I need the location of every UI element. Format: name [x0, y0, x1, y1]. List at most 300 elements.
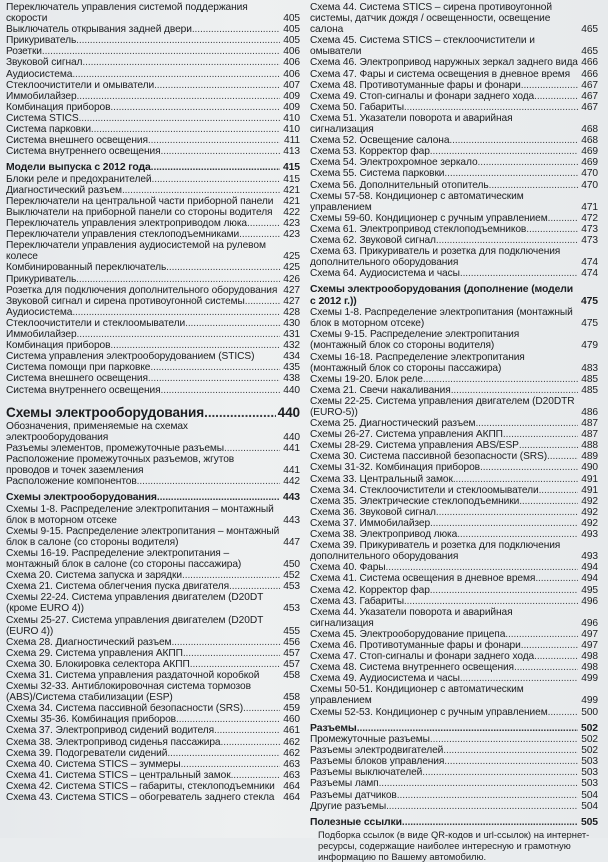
toc-page-number: 409	[283, 90, 300, 102]
toc-entry-title: Обозначения, применяемые на схемах электрооборудования	[6, 420, 188, 443]
toc-entry[interactable]	[310, 191, 598, 213]
toc-page-number: 496	[581, 595, 598, 607]
toc-entry-title: Аудиосистема .....	[6, 307, 280, 318]
toc-entry-title: Схема 38. Электропривод люка .....	[310, 529, 578, 540]
toc-page-number: 406	[283, 57, 300, 69]
toc-entry[interactable]	[310, 529, 598, 540]
toc-page-number: 504	[581, 789, 598, 801]
toc-page-number: 406	[283, 68, 300, 80]
toc-entry-title: Схема 50. Габариты .....	[310, 102, 578, 113]
toc-entry[interactable]	[6, 174, 300, 185]
toc-page-number: 470	[581, 168, 598, 180]
toc-entry-title: Система внутреннего освещения .....	[6, 385, 280, 396]
toc-entry-title: Схема 31. Система управления раздаточной коробкой	[6, 669, 260, 681]
toc-entry-title: Схема 36. Звуковой сигнал .....	[310, 507, 578, 518]
toc-page-number: 489	[581, 451, 598, 463]
toc-entry-title: Схемы электрооборудования .....	[6, 492, 280, 503]
toc-page-number: 440	[277, 404, 300, 420]
toc-entry[interactable]	[6, 373, 300, 384]
toc-entry[interactable]	[6, 681, 300, 703]
toc-page-number: 469	[581, 146, 598, 158]
toc-page-number: 405	[283, 13, 300, 25]
toc-entry[interactable]	[310, 474, 598, 485]
toc-entry[interactable]	[6, 80, 300, 91]
toc-entry-title: Переключатель управления электроприводом люка .....	[6, 218, 280, 229]
toc-page-number: 452	[283, 570, 300, 582]
toc-entry-title: Схемы 57-58. Кондиционер с автоматическим управлением	[310, 190, 524, 213]
toc-entry[interactable]	[310, 224, 598, 235]
toc-page-number: 406	[283, 46, 300, 58]
toc-entry-title: Диагностический разъем .....	[6, 185, 280, 196]
toc-entry-title: Схема 43. Габариты .....	[310, 596, 578, 607]
toc-entry[interactable]	[6, 725, 300, 736]
toc-entry-title: Схемы 25-27. Система управления двигателем (D20DT (EURO 4))	[6, 614, 264, 637]
toc-entry[interactable]	[6, 670, 300, 681]
toc-page-number: 498	[581, 662, 598, 674]
toc-page-number: 492	[581, 506, 598, 518]
toc-entry[interactable]	[310, 462, 598, 473]
toc-entry-title: Схема 33. Центральный замок .....	[310, 474, 578, 485]
toc-entry-title: Схема 34. Стеклоочистители и стеклоомыватели .....	[310, 485, 578, 496]
toc-entry[interactable]	[310, 734, 598, 745]
toc-entry-title: Схема 45. Система STICS – стеклоочистители и омыватели	[310, 35, 535, 58]
toc-entry-title: Схема 49. Стоп-сигналы и фонари заднего хода .....	[310, 91, 578, 102]
toc-entry-title: Схема 61. Электропривод стеклоподъемников .....	[310, 224, 578, 235]
toc-entry-title: Схема 63. Прикуриватель и розетка для подключения дополнительного оборудования	[310, 246, 561, 269]
toc-page-number: 495	[581, 584, 598, 596]
toc-entry[interactable]	[310, 69, 598, 80]
toc-page-number: 421	[283, 195, 300, 207]
toc-page-number: 425	[283, 251, 300, 263]
toc-entry[interactable]	[310, 329, 598, 351]
toc-entry[interactable]	[6, 581, 300, 592]
toc-page-number: 487	[581, 418, 598, 430]
toc-entry[interactable]	[6, 69, 300, 80]
toc-page-number: 453	[283, 603, 300, 615]
toc-entry[interactable]	[310, 778, 598, 789]
toc-entry[interactable]	[6, 274, 300, 285]
toc-entry[interactable]	[310, 562, 598, 573]
toc-entry[interactable]	[310, 756, 598, 767]
toc-page-number: 441	[283, 464, 300, 476]
toc-entry-title: Схема 56. Дополнительный отопитель .....	[310, 180, 578, 191]
toc-entry[interactable]	[310, 629, 598, 640]
toc-entry[interactable]	[6, 102, 300, 113]
toc-entry[interactable]	[310, 745, 598, 756]
toc-page-number: 502	[581, 734, 598, 746]
toc-entry[interactable]	[310, 585, 598, 596]
toc-entry-title: Схема 38. Электропривод сиденья пассажира .....	[6, 737, 280, 748]
toc-page-number: 496	[581, 617, 598, 629]
toc-entry-title: Другие разъемы .....	[310, 801, 578, 812]
toc-entry-title: Система помощи при парковке .....	[6, 362, 280, 373]
toc-entry-title: Схема 35. Электрические стеклоподъемники .....	[310, 496, 578, 507]
toc-entry-title: Схемы 22-24. Система управления двигателем (D20DT (кроме EURO 4))	[6, 592, 264, 615]
toc-page-number: 458	[283, 692, 300, 704]
toc-entry[interactable]	[310, 596, 598, 607]
toc-entry[interactable]	[310, 113, 598, 135]
toc-entry[interactable]	[310, 640, 598, 651]
toc-entry[interactable]	[6, 592, 300, 614]
toc-page-number: 457	[283, 658, 300, 670]
toc-entry[interactable]	[310, 91, 598, 102]
toc-entry-title: Схема 47. Стоп-сигналы и фонари заднего хода .....	[310, 651, 578, 662]
toc-entry-title: Розетки .....	[6, 46, 280, 57]
toc-entry[interactable]	[6, 615, 300, 637]
toc-heading[interactable]	[310, 817, 598, 828]
toc-page-number: 450	[283, 559, 300, 571]
toc-entry-title: Схемы 32-33. Антиблокировочная система тормозов (ABS)/Система стабилизации (ESP)	[6, 681, 251, 704]
toc-entry[interactable]	[6, 240, 300, 262]
toc-page-number: 431	[283, 329, 300, 341]
toc-entry[interactable]	[310, 496, 598, 507]
toc-entry-title: Схема 42. Система STICS – габариты, стеклоподъемники	[6, 780, 275, 792]
toc-entry[interactable]	[6, 146, 300, 157]
toc-entry[interactable]	[6, 262, 300, 273]
toc-entry[interactable]	[6, 229, 300, 240]
toc-entry[interactable]	[6, 637, 300, 648]
toc-entry-title: Схема 45. Электрооборудование прицепа .....	[310, 629, 578, 640]
toc-heading[interactable]	[6, 492, 300, 503]
toc-note: Подборка ссылок (в виде QR-кодов и url-ссылок) на интернет-ресурсы, содержащие наиболее интересную и грамотную информацию по Вашему автомобилю.	[318, 829, 590, 862]
toc-page-number: 458	[283, 669, 300, 681]
toc-entry-title: Стеклоочистители и стеклоомыватели .....	[6, 318, 280, 329]
toc-entry-title: Система управления электрооборудованием (STICS)	[6, 351, 255, 363]
toc-page-number: 411	[284, 135, 300, 147]
toc-page-number: 468	[581, 124, 598, 136]
toc-page-number: 503	[581, 778, 598, 790]
toc-page-number: 410	[283, 124, 300, 136]
toc-page-number: 421	[283, 184, 300, 196]
toc-entry[interactable]	[310, 57, 598, 68]
toc-entry[interactable]	[310, 651, 598, 662]
toc-entry-title: Схемы 1-8. Распределение электропитания – монтажный блок в моторном отсеке	[6, 503, 274, 526]
toc-entry[interactable]	[6, 46, 300, 57]
toc-page-number: 432	[283, 340, 300, 352]
toc-page-number: 493	[581, 529, 598, 541]
toc-entry[interactable]	[6, 57, 300, 68]
toc-entry[interactable]	[6, 124, 300, 135]
toc-entry[interactable]	[310, 573, 598, 584]
toc-column-left	[6, 2, 300, 803]
toc-entry[interactable]	[6, 781, 300, 792]
toc-column-right	[310, 2, 598, 862]
toc-entry-title: Схема 52. Освещение салона .....	[310, 135, 578, 146]
toc-entry[interactable]	[310, 607, 598, 629]
toc-entry[interactable]	[6, 24, 300, 35]
toc-page-number: 457	[283, 647, 300, 659]
toc-entry[interactable]	[310, 235, 598, 246]
toc-page-number: 465	[581, 24, 598, 36]
toc-entry[interactable]	[310, 2, 598, 35]
toc-page-number: 485	[581, 384, 598, 396]
toc-entry-title: Блоки реле и предохранителей .....	[6, 174, 280, 185]
toc-entry-title: Разъемы выключателей .....	[310, 767, 578, 778]
toc-page-number: 503	[581, 756, 598, 768]
toc-entry-title: Схема 37. Электропривод сидений водителя .....	[6, 725, 280, 736]
toc-entry[interactable]	[6, 748, 300, 759]
toc-entry[interactable]	[310, 418, 598, 429]
toc-page-number: 435	[283, 362, 300, 374]
toc-entry[interactable]	[310, 352, 598, 374]
toc-entry[interactable]	[6, 318, 300, 329]
toc-entry-title: Схема 44. Система STICS – сирена противоугонной системы, датчик дождя / освещенности, освещение салона	[310, 2, 552, 36]
toc-entry[interactable]	[6, 703, 300, 714]
toc-page-number: 447	[283, 536, 300, 548]
toc-entry[interactable]	[310, 135, 598, 146]
toc-entry[interactable]	[6, 113, 300, 124]
toc-page-number: 486	[581, 407, 598, 418]
toc-entry-title: Расположение компонентов .....	[6, 476, 280, 487]
toc-entry-title: Схемы 26-27. Система управления АКПП .....	[310, 429, 578, 440]
toc-page-number: 487	[581, 429, 598, 441]
toc-entry[interactable]	[6, 135, 300, 146]
toc-entry[interactable]	[310, 451, 598, 462]
toc-entry[interactable]	[310, 767, 598, 778]
toc-entry[interactable]	[6, 296, 300, 307]
toc-entry[interactable]	[6, 351, 300, 362]
toc-page-number: 410	[283, 112, 300, 124]
toc-page-number: 442	[283, 476, 300, 488]
toc-entry-title: Схема 40. Система STICS – зуммеры .....	[6, 759, 280, 770]
toc-entry[interactable]	[310, 801, 598, 812]
toc-entry[interactable]	[310, 440, 598, 451]
toc-entry[interactable]	[310, 518, 598, 529]
toc-entry[interactable]	[310, 180, 598, 191]
toc-entry-title: Схема 20. Система запуска и зарядки .....	[6, 570, 280, 581]
toc-entry-title: Расположение промежуточных разъемов, жгутов проводов и точек заземления	[6, 453, 235, 476]
toc-entry[interactable]	[6, 421, 300, 443]
toc-entry-title: Переключатели на центральной части приборной панели	[6, 195, 274, 207]
toc-entry-title: Переключатели управления аудиосистемой на рулевом колесе	[6, 240, 266, 263]
toc-entry-title: Схемы 19-20. Блок реле .....	[310, 374, 578, 385]
toc-entry-title: Система парковки .....	[6, 124, 280, 135]
toc-entry[interactable]	[310, 790, 598, 801]
toc-entry-title: Схемы 16-18. Распределение электропитания (монтажный блок со стороны пассажира)	[310, 351, 525, 374]
toc-entry[interactable]	[310, 146, 598, 157]
toc-page-number: 494	[581, 562, 598, 574]
toc-entry[interactable]	[310, 307, 598, 329]
toc-entry-title: Комбинированный переключатель .....	[6, 262, 280, 273]
toc-entry-title: Схема 55. Система парковки .....	[310, 168, 578, 179]
toc-page-number: 468	[581, 135, 598, 147]
toc-page-number: 491	[581, 473, 598, 485]
toc-entry-title: Схема 54. Электрохромное зеркало .....	[310, 157, 578, 168]
toc-entry[interactable]	[6, 91, 300, 102]
toc-entry-title: Схема 21. Система облегчения пуска двигателя .....	[6, 581, 280, 592]
toc-entry[interactable]	[6, 526, 300, 548]
toc-page-number: 405	[283, 24, 300, 36]
toc-entry[interactable]	[310, 80, 598, 91]
toc-entry-title: Модели выпуска с 2012 года .....	[6, 162, 280, 173]
toc-entry[interactable]	[6, 737, 300, 748]
toc-entry[interactable]	[6, 648, 300, 659]
toc-entry[interactable]	[310, 540, 598, 562]
toc-entry[interactable]	[310, 374, 598, 385]
toc-page-number: 473	[581, 234, 598, 246]
toc-entry[interactable]	[310, 268, 598, 279]
toc-entry[interactable]	[6, 443, 300, 454]
toc-entry[interactable]	[310, 246, 598, 268]
toc-entry-title: Схема 28. Диагностический разъем .....	[6, 637, 280, 648]
toc-entry[interactable]	[6, 385, 300, 396]
toc-entry[interactable]	[6, 454, 300, 476]
toc-page-number: 469	[581, 157, 598, 169]
toc-entry-title: Схема 47. Фары и система освещения в дневное время	[310, 68, 571, 80]
toc-entry[interactable]	[310, 507, 598, 518]
toc-entry[interactable]	[6, 207, 300, 218]
toc-page-number: 459	[283, 703, 300, 715]
toc-entry[interactable]	[6, 792, 300, 803]
toc-page-number: 453	[283, 581, 300, 593]
toc-page-number: 485	[581, 373, 598, 385]
toc-entry-title: Схема 42. Корректор фар .....	[310, 585, 578, 596]
toc-entry-title: Разъемы .....	[310, 723, 578, 734]
toc-page-number: 415	[283, 173, 300, 185]
toc-entry-title: Схемы 50-51. Кондиционер с автоматическим управлением	[310, 684, 524, 707]
toc-page-number: 438	[283, 373, 300, 385]
toc-page-number: 504	[581, 800, 598, 812]
toc-entry-title: Разъемы датчиков .....	[310, 790, 578, 801]
toc-entry[interactable]	[6, 548, 300, 570]
toc-page-number: 483	[581, 362, 598, 374]
toc-page-number: 491	[581, 484, 598, 496]
toc-heading[interactable]	[310, 723, 598, 734]
toc-entry[interactable]	[6, 759, 300, 770]
toc-entry-title: Розетка для подключения дополнительного оборудования	[6, 284, 278, 296]
toc-entry[interactable]	[6, 2, 300, 24]
toc-entry[interactable]	[310, 35, 598, 57]
toc-entry-title: Схема 46. Противотуманные фары и фонари .....	[310, 640, 578, 651]
toc-page-number: 467	[581, 101, 598, 113]
toc-page-number: 464	[283, 792, 300, 803]
toc-page-number: 463	[283, 769, 300, 781]
toc-entry-title: Стеклоочистители и омыватели .....	[6, 80, 280, 91]
toc-entry[interactable]	[6, 35, 300, 46]
toc-page-number: 502	[580, 722, 598, 734]
toc-page-number: 503	[581, 767, 598, 779]
toc-page-number: 464	[283, 780, 300, 792]
toc-page-number: 407	[283, 79, 300, 91]
toc-entry-title: Схема 40. Фары .....	[310, 562, 578, 573]
toc-entry[interactable]	[6, 659, 300, 670]
section-title[interactable]	[6, 405, 300, 421]
toc-heading[interactable]	[6, 162, 300, 173]
toc-entry[interactable]	[6, 570, 300, 581]
toc-entry-title: Схемы 1-8. Распределение электропитания (монтажный блок в моторном отсеке)	[310, 307, 573, 330]
toc-page-number: 428	[283, 306, 300, 318]
toc-entry[interactable]	[6, 504, 300, 526]
toc-entry[interactable]	[6, 329, 300, 340]
toc-entry-title: Схема 25. Диагностический разъем .....	[310, 418, 578, 429]
toc-entry[interactable]	[310, 385, 598, 396]
toc-entry[interactable]	[6, 714, 300, 725]
toc-page-number: 499	[581, 695, 598, 707]
toc-page-number: 470	[581, 179, 598, 191]
toc-entry[interactable]	[310, 662, 598, 673]
toc-page-number: 455	[283, 625, 300, 637]
toc-entry[interactable]	[310, 429, 598, 440]
toc-entry[interactable]	[310, 673, 598, 684]
toc-page-number: 475	[581, 318, 598, 330]
toc-entry[interactable]	[310, 707, 598, 718]
toc-entry-title: Полезные ссылки .....	[310, 817, 578, 828]
toc-entry[interactable]	[310, 396, 598, 418]
toc-entry-title: Схема 37. Иммобилайзер .....	[310, 518, 578, 529]
toc-entry[interactable]	[310, 168, 598, 179]
toc-entry[interactable]	[6, 196, 300, 207]
toc-page-number: 493	[581, 551, 598, 563]
toc-page-number: 462	[283, 736, 300, 748]
toc-page-number: 423	[283, 229, 300, 241]
toc-page-number: 430	[283, 317, 300, 329]
toc-page-number: 427	[283, 284, 300, 296]
toc-entry[interactable]	[6, 340, 300, 351]
toc-entry-title: Схема 39. Прикуриватель и розетка для подключения дополнительного оборудования	[310, 540, 561, 563]
toc-entry[interactable]	[310, 485, 598, 496]
toc-page-number: 475	[580, 295, 598, 307]
toc-entry-title: Схема 51. Указатели поворота и аварийная сигнализация	[310, 112, 513, 136]
toc-entry[interactable]	[6, 476, 300, 487]
toc-entry[interactable]	[6, 285, 300, 296]
toc-entry-title: Разъемы электродвигателей .....	[310, 745, 578, 756]
toc-entry-title: Промежуточные разъемы .....	[310, 734, 578, 745]
toc-entry-title: Схема 48. Система внутреннего освещения .....	[310, 662, 578, 673]
toc-entry-title: Схема 64. Аудиосистема и часы .....	[310, 268, 578, 279]
toc-entry[interactable]	[310, 157, 598, 168]
toc-page-number: 423	[283, 218, 300, 230]
toc-entry[interactable]	[310, 213, 598, 224]
toc-page-number: 443	[283, 514, 300, 526]
toc-entry-title: Выключатели на приборной панели со стороны водителя	[6, 207, 273, 218]
toc-entry-title: Схемы 16-19. Распределение электропитания – монтажный блок в салоне (со стороны пассажира)	[6, 547, 242, 571]
toc-page-number: 471	[581, 201, 598, 213]
toc-page-number: 462	[283, 747, 300, 759]
toc-entry[interactable]	[6, 362, 300, 373]
toc-entry-title: Система STICS .....	[6, 113, 280, 124]
toc-entry-title: Схема 39. Подогреватели сидений .....	[6, 748, 280, 759]
toc-page-number: 405	[283, 35, 300, 47]
toc-page-number: 473	[581, 223, 598, 235]
toc-page-number: 440	[283, 431, 300, 443]
toc-entry-title: Переключатели управления стеклоподъемниками .....	[6, 229, 280, 240]
toc-entry[interactable]	[6, 307, 300, 318]
toc-page-number: 490	[581, 462, 598, 474]
toc-entry-title: Схема 30. Система пассивной безопасности (SRS) .....	[310, 451, 578, 462]
toc-entry-title: Звуковой сигнал .....	[6, 57, 280, 68]
toc-entry-title: Схема 29. Система управления АКПП .....	[6, 648, 280, 659]
toc-entry-title: Схема 43. Система STICS – обогреватель заднего стекла	[6, 792, 275, 803]
toc-page-number: 415	[282, 162, 300, 174]
toc-entry-title: Схемы 35-36. Комбинация приборов .....	[6, 714, 280, 725]
toc-entry[interactable]	[310, 684, 598, 706]
toc-entry-title: Схемы 9-15. Распределение электропитания (монтажный блок со стороны водителя)	[310, 329, 520, 352]
toc-entry-title: Прикуриватель .....	[6, 274, 280, 285]
toc-entry-title: Схема 34. Система пассивной безопасности (SRS) .....	[6, 703, 280, 714]
toc-entry[interactable]	[6, 218, 300, 229]
toc-page-number: 500	[581, 706, 598, 718]
toc-page-number: 467	[581, 79, 598, 91]
toc-heading[interactable]	[310, 284, 598, 307]
toc-page-number: 479	[581, 340, 598, 352]
toc-page-number: 499	[581, 673, 598, 685]
toc-entry[interactable]	[6, 185, 300, 196]
toc-page-number: 472	[581, 212, 598, 224]
toc-entry[interactable]	[6, 770, 300, 781]
toc-page-number: 474	[581, 268, 598, 280]
toc-entry[interactable]	[310, 102, 598, 113]
toc-entry-title: Разъемы элементов, промежуточные разъемы .....	[6, 443, 280, 454]
